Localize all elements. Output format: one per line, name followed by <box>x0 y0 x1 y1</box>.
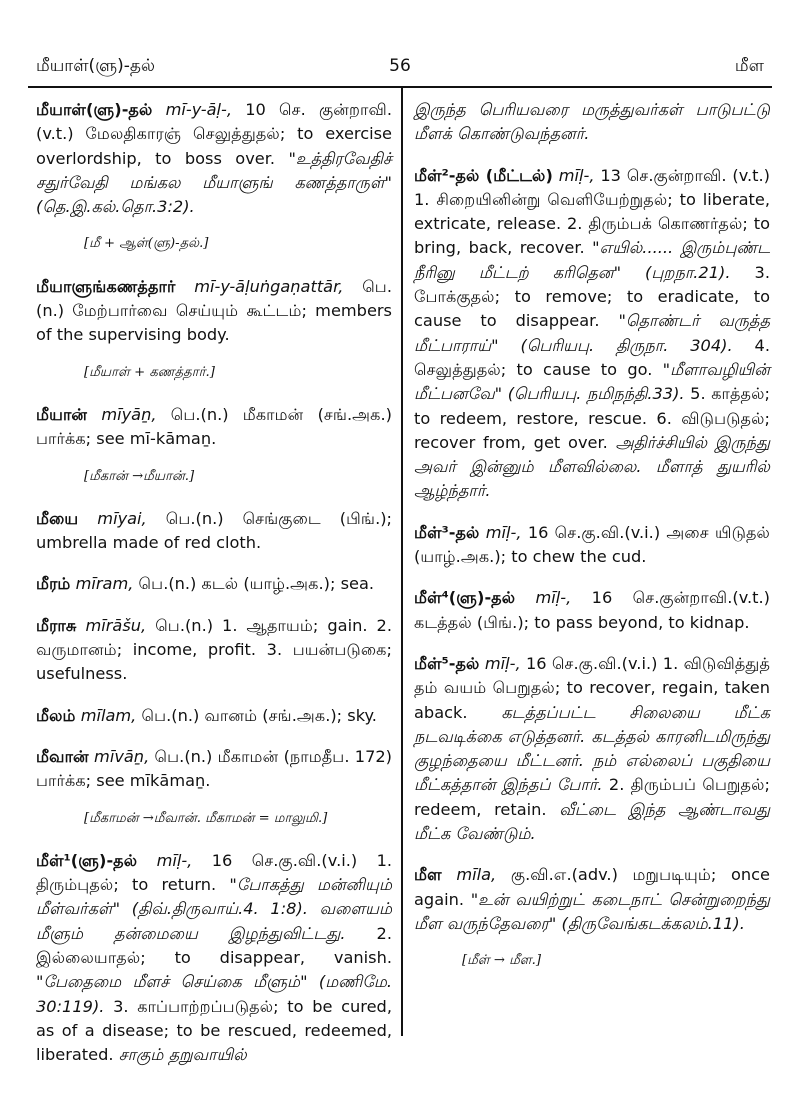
definition: 5. காத்தல்; to redeem, restore, rescue. 6. விடுபடுதல்; recover from, get over. <box>414 384 770 452</box>
dictionary-entry <box>414 652 770 846</box>
definition: 2. திரும்பப் பெறுதல்; redeem, retain. <box>414 775 770 819</box>
transliteration: mīḷ-, <box>558 165 595 185</box>
citation: அதிர்ச்சியில் இருந்து அவர் இன்னும் மீளவில்லை. மீளாத் துயரில் ஆழ்ந்தார். <box>414 432 770 501</box>
citation: "மீளாவழியின் மீட்பனவே" (பெரியபு. நமிநந்தி.33). <box>414 359 770 404</box>
dictionary-entry <box>36 572 392 596</box>
transliteration: mīlam, <box>80 705 137 725</box>
headword: மீராசு <box>36 615 77 635</box>
left-column <box>36 98 392 1085</box>
transliteration: mīyai, <box>97 508 147 528</box>
transliteration: mīyāṉ, <box>101 404 157 424</box>
dictionary-entry <box>36 614 392 687</box>
citation: "போகத்து மன்னியும் மீள்வர்கள்" (திவ்.திருவாய்.4. 1:8). வளையம் மீளும் தன்மையை இழந்துவிட்டது. <box>36 875 392 943</box>
page-number: 56 <box>389 56 411 76</box>
header-first-headword: மீயாள்(ளு)-தல் <box>36 56 156 76</box>
definition: 16 செ.கு.வி.(v.i.) 1. திரும்புதல்; to return. <box>36 850 393 895</box>
citation: கடத்தப்பட்ட சிலையை மீட்க நடவடிக்கை எடுத்தனர். கடத்தல் காரனிடமிருந்து குழந்தையை மீட்டனர். நம் எல்லைப் பகுதியை மீட்கத்தான் இந்தப் போர். <box>414 702 770 795</box>
transliteration: mīvāṉ, <box>94 746 150 766</box>
citation: "தொண்டர் வருத்த மீட்பாராய்" (பெரியபு. திருநா. 304). <box>414 311 770 355</box>
headword: மீயான் <box>36 404 88 424</box>
etymology: [மீகாமன் →மீவான். மீகாமன் = மாலுமி.] <box>84 810 328 826</box>
definition: கு.வி.எ.(adv.) மறுபடியும்; once again. <box>414 865 771 909</box>
definition: பெ.(n.) கடல் (யாழ்.அக.); sea. <box>138 574 375 594</box>
definition: பெ.(n.) 1. ஆதாயம்; gain. 2. வருமானம்; income, profit. 3. பயன்படுகை; usefulness. <box>36 615 392 684</box>
headword: மீள <box>414 865 442 885</box>
headword: மீலம் <box>36 705 76 725</box>
definition: பெ.(n.) செங்குடை (பிங்.); umbrella made of red cloth. <box>36 508 392 553</box>
dictionary-entry <box>414 586 770 635</box>
dictionary-entry-continued <box>414 98 770 147</box>
headword: மீள்⁴(ளு)-தல் <box>414 588 516 608</box>
dictionary-entry <box>414 521 770 570</box>
dictionary-entry <box>414 164 770 504</box>
headword: மீள்¹(ளு)-தல் <box>36 850 138 870</box>
definition: பெ.(n.) மீகாமன் (சங்.அக.) பார்க்க; see mī-kāmaṉ. <box>36 404 392 449</box>
etymology: [மீள் → மீள.] <box>462 953 542 969</box>
citation: "பேதைமை மீளச் செய்கை மீளும்" (மணிமே. 30:119). <box>36 972 392 1016</box>
column-divider <box>401 86 403 1036</box>
etymology: [மீகான் →மீயான்.] <box>84 468 195 484</box>
dictionary-entry <box>36 275 392 348</box>
citation: "உத்திரவேதிச் சதுர்வேதி மங்கல மீயாளுங் கணத்தாருள்" (தெ.இ.கல்.தொ.3:2). <box>36 148 392 217</box>
headword: மீள்³-தல் <box>414 522 480 542</box>
transliteration: mī-y-āḷ-, <box>165 100 232 119</box>
citation: இருந்த பெரியவரை மருத்துவர்கள் பாடுபட்டு மீளக் கொண்டுவந்தனர். <box>414 100 770 144</box>
transliteration: mīrāšu, <box>85 615 147 635</box>
transliteration: mīḷ-, <box>156 850 193 870</box>
headword: மீள்²-தல் (மீட்டல்) <box>414 165 553 185</box>
dictionary-entry <box>36 704 392 728</box>
definition: பெ.(n.) மேற்பார்வை செய்யும் கூட்டம்; members of the supervising body. <box>36 276 392 345</box>
etymology: [மீ + ஆள்(ளு)-தல்.] <box>84 236 209 252</box>
definition: 16 செ.கு.வி.(v.i.) அசை யிடுதல் (யாழ்.அக.); to chew the cud. <box>414 522 770 567</box>
headword: மீயாள்(ளு)-தல் <box>36 100 153 119</box>
dictionary-entry <box>414 863 770 936</box>
transliteration: mīram, <box>75 574 134 594</box>
transliteration: mī-y-āḷuṅgaṇattār, <box>194 276 344 296</box>
dictionary-entry <box>36 507 392 556</box>
definition: 13 செ.குன்றாவி. (v.t.) 1. சிறையினின்று வெளியேற்றுதல்; to liberate, extricate, release. 2. திரும்பக் கொணர்தல்; to bring, back, recover. <box>414 165 770 258</box>
dictionary-entry <box>36 745 392 794</box>
citation: சாகும் தறுவாயில் <box>118 1045 247 1065</box>
definition: 3. காப்பாற்றப்படுதல்; to be cured, as of a disease; to be rescued, redeemed, liberated. <box>36 996 392 1065</box>
definition: 16 செ.கு.வி.(v.i.) 1. விடுவித்துத் தம் வயம் பெறுதல்; to recover, regain, taken aback. <box>414 653 770 722</box>
definition: 4. செலுத்துதல்; to cause to go. <box>414 335 770 379</box>
definition: 16 செ.குன்றாவி.(v.t.) கடத்தல் (பிங்.); to pass beyond, to kidnap. <box>414 588 770 632</box>
headword: மீயாளுங்கணத்தார் <box>36 276 176 296</box>
definition: 10 செ. குன்றாவி. (v.t.) மேலதிகாரஞ் செலுத்துதல்; to exercise overlordship, to boss over. <box>36 100 393 168</box>
header-last-headword: மீள <box>734 56 764 76</box>
transliteration: mīḷ-, <box>485 522 522 542</box>
header-rule <box>28 86 772 88</box>
citation: வீட்டை இந்த ஆண்டாவது மீட்க வேண்டும். <box>414 799 770 844</box>
dictionary-entry <box>36 403 392 452</box>
citation: "உன் வயிற்றுட் கடைநாட் சென்றுறைந்து மீள வருந்தேவரை" (திருவேங்கடக்கலம்.11). <box>414 889 771 933</box>
transliteration: mīḷ-, <box>484 653 521 673</box>
dictionary-entry <box>36 98 392 219</box>
transliteration: mīla, <box>456 865 497 885</box>
etymology: [மீயாள் + கணத்தார்.] <box>84 364 215 380</box>
definition: பெ.(n.) வானம் (சங்.அக.); sky. <box>141 705 377 725</box>
headword: மீவான் <box>36 746 89 766</box>
headword: மீரம் <box>36 574 71 594</box>
dictionary-entry <box>36 849 392 1068</box>
page-header <box>28 52 772 82</box>
definition: 2. இல்லையாதல்; to disappear, vanish. <box>36 923 392 968</box>
citation: "எயில்...... இரும்புண்ட நீரினு மீட்டற் கரிதென" (புறநா.21). <box>414 238 770 282</box>
headword: மீள்⁵-தல் <box>414 653 480 673</box>
right-column <box>414 98 770 992</box>
definition: 3. போக்குதல்; to remove; to eradicate, to cause to disappear. <box>414 262 770 331</box>
headword: மீயை <box>36 508 79 528</box>
transliteration: mīḷ-, <box>535 588 572 608</box>
definition: பெ.(n.) மீகாமன் (நாமதீப. 172) பார்க்க; see mīkāmaṉ. <box>36 746 392 791</box>
